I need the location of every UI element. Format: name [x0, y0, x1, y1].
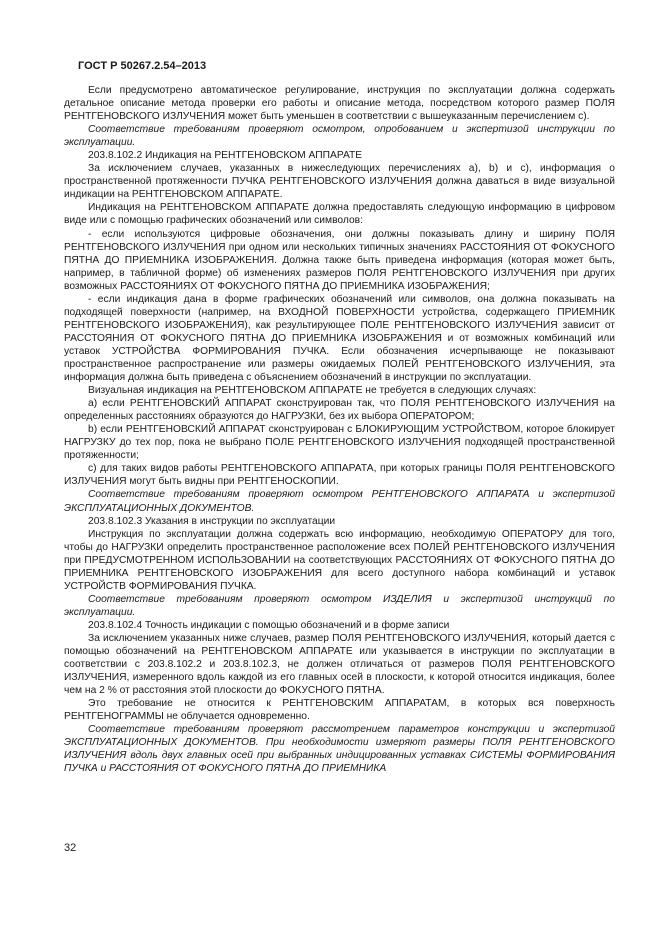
- body-paragraph: 203.8.102.4 Точность индикации с помощью обозначений и в форме записи: [88, 619, 450, 631]
- body-paragraph: Визуальная индикация на РЕНТГЕНОВСКОМ АППАРАТЕ не требуется в следующих случаях:: [88, 385, 537, 397]
- body-paragraph: Инструкция по эксплуатации должна содержать всю информацию, необходимую ОПЕРАТОРУ для того, чтобы до НАГРУЗКИ определить пространственное расположение всех ПОЛЕЙ РЕНТГЕНОВСКОГО ИЗЛУЧЕНИЯ при ПРЕДУСМОТРЕННОМ ИСПОЛЬЗОВАНИИ на соответствующих РАССТОЯНИЯХ ОТ ФОКУСНОГО ПЯТНА ДО ПРИЕМНИКА РЕНТГЕНОВСКОГО ИЗОБРАЖЕНИЯ для всего доступного набора комбинаций и уставок УСТРОЙСТВ ФОРМИРОВАНИЯ ПУЧКА.: [64, 528, 615, 592]
- body-paragraph: Если предусмотрено автоматическое регулирование, инструкция по эксплуатации должна содержать детальное описание метода проверки его работы и описание метода, посредством которого размер ПОЛЯ РЕНТГЕНОВСКОГО ИЗЛУЧЕНИЯ может быть уменьшен в соответствии с вышеуказанным перечислением с).: [64, 85, 615, 123]
- body-paragraph: - если используются цифровые обозначения, они должны показывать длину и ширину ПОЛЯ РЕНТГЕНОВСКОГО ИЗЛУЧЕНИЯ при одном или нескольких типичных значениях РАССТОЯНИЯ ОТ ФОКУСНОГО ПЯТНА ДО ПРИЕМНИКА ИЗОБРАЖЕНИЯ. Должна также быть приведена информация (которая может быть, например, в табличной форме) об изменениях размеров ПОЛЯ РЕНТГЕНОВСКОГО ИЗЛУЧЕНИЯ при других возможных РАССТОЯНИЯХ ОТ ФОКУСНОГО ПЯТНА ДО ПРИЕМНИКА ИЗОБРАЖЕНИЯ;: [64, 228, 615, 292]
- body-paragraph: За исключением случаев, указанных в нижеследующих перечислениях a), b) и с), информация о пространственной протяженности ПУЧКА РЕНТГЕНОВСКОГО ИЗЛУЧЕНИЯ должна даваться в виде визуальной индикации на РЕНТГЕНОВСКОМ АППАРАТЕ.: [64, 163, 615, 201]
- body-paragraph: а) если РЕНТГЕНОВСКИЙ АППАРАТ сконструирован так, что ПОЛЯ РЕНТГЕНОВСКОГО ИЗЛУЧЕНИЯ на определенных расстояниях образуются до НАГРУЗКИ, без их выбора ОПЕРАТОРОМ;: [64, 398, 615, 423]
- body-paragraph: Это требование не относится к РЕНТГЕНОВСКИМ АППАРАТАМ, в которых вся поверхность РЕНТГЕНОГРАММЫ не облучается одновременно.: [64, 698, 615, 723]
- document-header: ГОСТ Р 50267.2.54–2013: [78, 60, 207, 72]
- compliance-note-paragraph: Соответствие требованиям проверяют осмотром, опробованием и экспертизой инструкции по эксплуатации.: [64, 124, 615, 149]
- compliance-note-paragraph: Соответствие требованиям проверяют осмотром РЕНТГЕНОВСКОГО АППАРАТА и экспертизой ЭКСПЛУАТАЦИОННЫХ ДОКУМЕНТОВ.: [64, 489, 615, 514]
- compliance-note-paragraph: Соответствие требованиям проверяют рассмотрением параметров конструкции и экспертизой ЭКСПЛУАТАЦИОННЫХ ДОКУМЕНТОВ. При необходимости измеряют размеры ПОЛЯ РЕНТГЕНОВСКОГО ИЗЛУЧЕНИЯ вдоль двух главных осей при выбранных индицированных уставках СИСТЕМЫ ФОРМИРОВАНИЯ ПУЧКА и РАССТОЯНИЯ ОТ ФОКУСНОГО ПЯТНА ДО ПРИЕМНИКА: [64, 724, 615, 775]
- body-paragraph: 203.8.102.2 Индикация на РЕНТГЕНОВСКОМ АППАРАТЕ: [88, 150, 363, 162]
- body-paragraph: 203.8.102.3 Указания в инструкции по эксплуатации: [88, 515, 336, 527]
- compliance-note-paragraph: Соответствие требованиям проверяют осмотром ИЗДЕЛИЯ и экспертизой инструкций по эксплуатации.: [64, 593, 615, 618]
- body-paragraph: b) если РЕНТГЕНОВСКИЙ АППАРАТ сконструирован с БЛОКИРУЮЩИМ УСТРОЙСТВОМ, которое блокирует НАГРУЗКУ до тех пор, пока не выбрано ПОЛЕ РЕНТГЕНОВСКОГО ИЗЛУЧЕНИЯ подходящей пространственной протяженности;: [64, 424, 615, 462]
- body-paragraph: - если индикация дана в форме графических обозначений или символов, она должна показывать на подходящей поверхности (например, на ВХОДНОЙ ПОВЕРХНОСТИ устройства, содержащего ПРИЕМНИК РЕНТГЕНОВСКОГО ИЗОБРАЖЕНИЯ), как результирующее ПОЛЕ РЕНТГЕНОВСКОГО ИЗЛУЧЕНИЯ зависит от РАССТОЯНИЯ ОТ ФОКУСНОГО ПЯТНА ДО ПРИЕМНИКА ИЗОБРАЖЕНИЯ и от возможных комбинаций или уставок УСТРОЙСТВА ФОРМИРОВАНИЯ ПУЧКА. Если обозначения исчерпывающе не показывают пространственное распространение или размеры ожидаемых ПОЛЕЙ РЕНТГЕНОВСКОГО ИЗЛУЧЕНИЯ, эта информация должна быть приведена с объяснением обозначений в инструкции по эксплуатации.: [64, 293, 615, 384]
- page-number: 32: [64, 842, 77, 854]
- document-body: [64, 84, 615, 775]
- body-paragraph: с) для таких видов работы РЕНТГЕНОВСКОГО АППАРАТА, при которых границы ПОЛЯ РЕНТГЕНОВСКОГО ИЗЛУЧЕНИЯ могут быть видны при РЕНТГЕНОСКОПИИ.: [64, 463, 615, 488]
- body-paragraph: Индикация на РЕНТГЕНОВСКОМ АППАРАТЕ должна предоставлять следующую информацию в цифровом виде или с помощью графических обозначений или символов:: [64, 202, 615, 227]
- body-paragraph: За исключением указанных ниже случаев, размер ПОЛЯ РЕНТГЕНОВСКОГО ИЗЛУЧЕНИЯ, который дается с помощью обозначений на РЕНТГЕНОВСКОМ АППАРАТЕ или указывается в инструкции по эксплуатации в соответствии с 203.8.102.2 и 203.8.102.3, не должен отличаться от размеров ПОЛЯ РЕНТГЕНОВСКОГО ИЗЛУЧЕНИЯ, измеренного вдоль каждой из его главных осей в плоскости, к которой относится индикация, более чем на 2 % от расстояния этой плоскости до ФОКУСНОГО ПЯТНА.: [64, 632, 615, 697]
